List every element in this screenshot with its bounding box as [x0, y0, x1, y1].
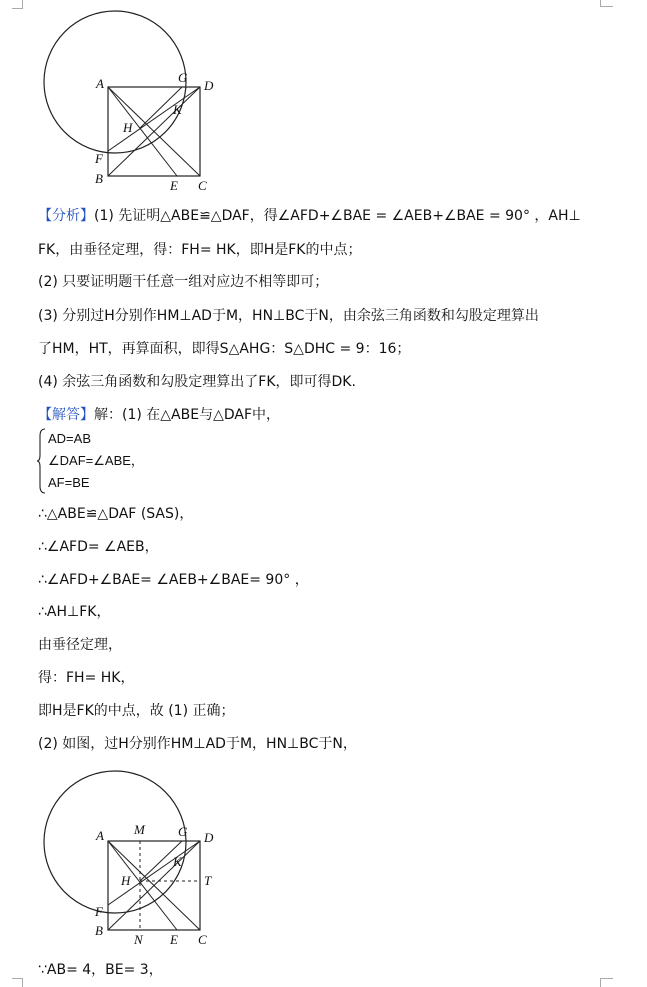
label-d: D [204, 830, 214, 845]
solution-last-line: ∵AB= 4，BE= 3， [38, 962, 163, 978]
solution-tag: 【解答】 [38, 407, 94, 423]
analysis-line-6: (4) 余弦三角函数和勾股定理算出了FK，即可得DK. [38, 374, 356, 390]
solution-step-6: 得：FH= HK， [38, 670, 135, 686]
label-b: B [95, 923, 103, 938]
label-a: A [96, 828, 104, 843]
label-t: T [204, 873, 212, 888]
analysis-line-5: 了HM，HT，再算面积，即得S△AHG：S△DHC = 9：16； [38, 341, 411, 357]
label-a: A [96, 76, 104, 91]
analysis-text: (1) 先证明△ABE≌△DAF，得∠AFD+∠BAE = ∠AEB+∠BAE = 90° ，AH⊥ [94, 208, 581, 224]
page-corner-mark [600, 0, 613, 7]
system-line-1: AD=AB [48, 431, 91, 446]
label-f: F [95, 904, 103, 919]
label-c: C [198, 178, 207, 193]
label-g: G [178, 824, 188, 839]
label-e: E [170, 178, 178, 193]
brace-icon [36, 428, 46, 494]
label-e: E [170, 932, 178, 947]
solution-step-3: ∴∠AFD+∠BAE= ∠AEB+∠BAE= 90° ， [38, 572, 309, 588]
solution-step-4: ∴AH⊥FK， [38, 604, 111, 620]
analysis-line-4: (3) 分别过H分别作HM⊥AD于M，HN⊥BC于N，由余弦三角函数和勾股定理算出 [38, 308, 539, 324]
solution-step-7: 即H是FK的中点，故 (1) 正确； [38, 703, 235, 719]
label-n: N [134, 932, 143, 947]
label-g: G [178, 70, 188, 85]
solution-step-1: ∴△ABE≌△DAF (SAS)， [38, 506, 194, 522]
circle [44, 11, 186, 153]
analysis-line-2: FK，由垂径定理，得：FH= HK，即H是FK的中点； [38, 242, 362, 258]
analysis-line-1 [38, 206, 581, 226]
analysis-line-3: (2) 只要证明题干任意一组对应边不相等即可； [38, 274, 329, 290]
solution-step-5: 由垂径定理， [38, 637, 122, 653]
geometry-figure-1 [30, 10, 230, 195]
solution-intro: 解：(1) 在△ABE与△DAF中， [94, 407, 281, 423]
label-h: H [121, 873, 131, 888]
analysis-tag: 【分析】 [38, 208, 94, 224]
label-f: F [95, 151, 103, 166]
geometry-figure-2 [30, 768, 230, 953]
solution-line-intro [38, 405, 280, 425]
system-line-2: ∠DAF=∠ABE， [48, 453, 144, 468]
solution-step-2: ∴∠AFD= ∠AEB， [38, 539, 159, 555]
label-k: K [173, 854, 182, 869]
circle [44, 771, 186, 913]
segment-ae [108, 841, 177, 930]
system-line-3: AF=BE [48, 475, 90, 490]
label-m: M [134, 822, 145, 837]
label-d: D [204, 78, 214, 93]
label-c: C [198, 932, 207, 947]
page-corner-mark [12, 0, 23, 9]
solution-step-8: (2) 如图，过H分别作HM⊥AD于M，HN⊥BC于N， [38, 736, 357, 752]
label-k: K [173, 102, 182, 117]
label-b: B [95, 171, 103, 186]
label-h: H [123, 120, 133, 135]
